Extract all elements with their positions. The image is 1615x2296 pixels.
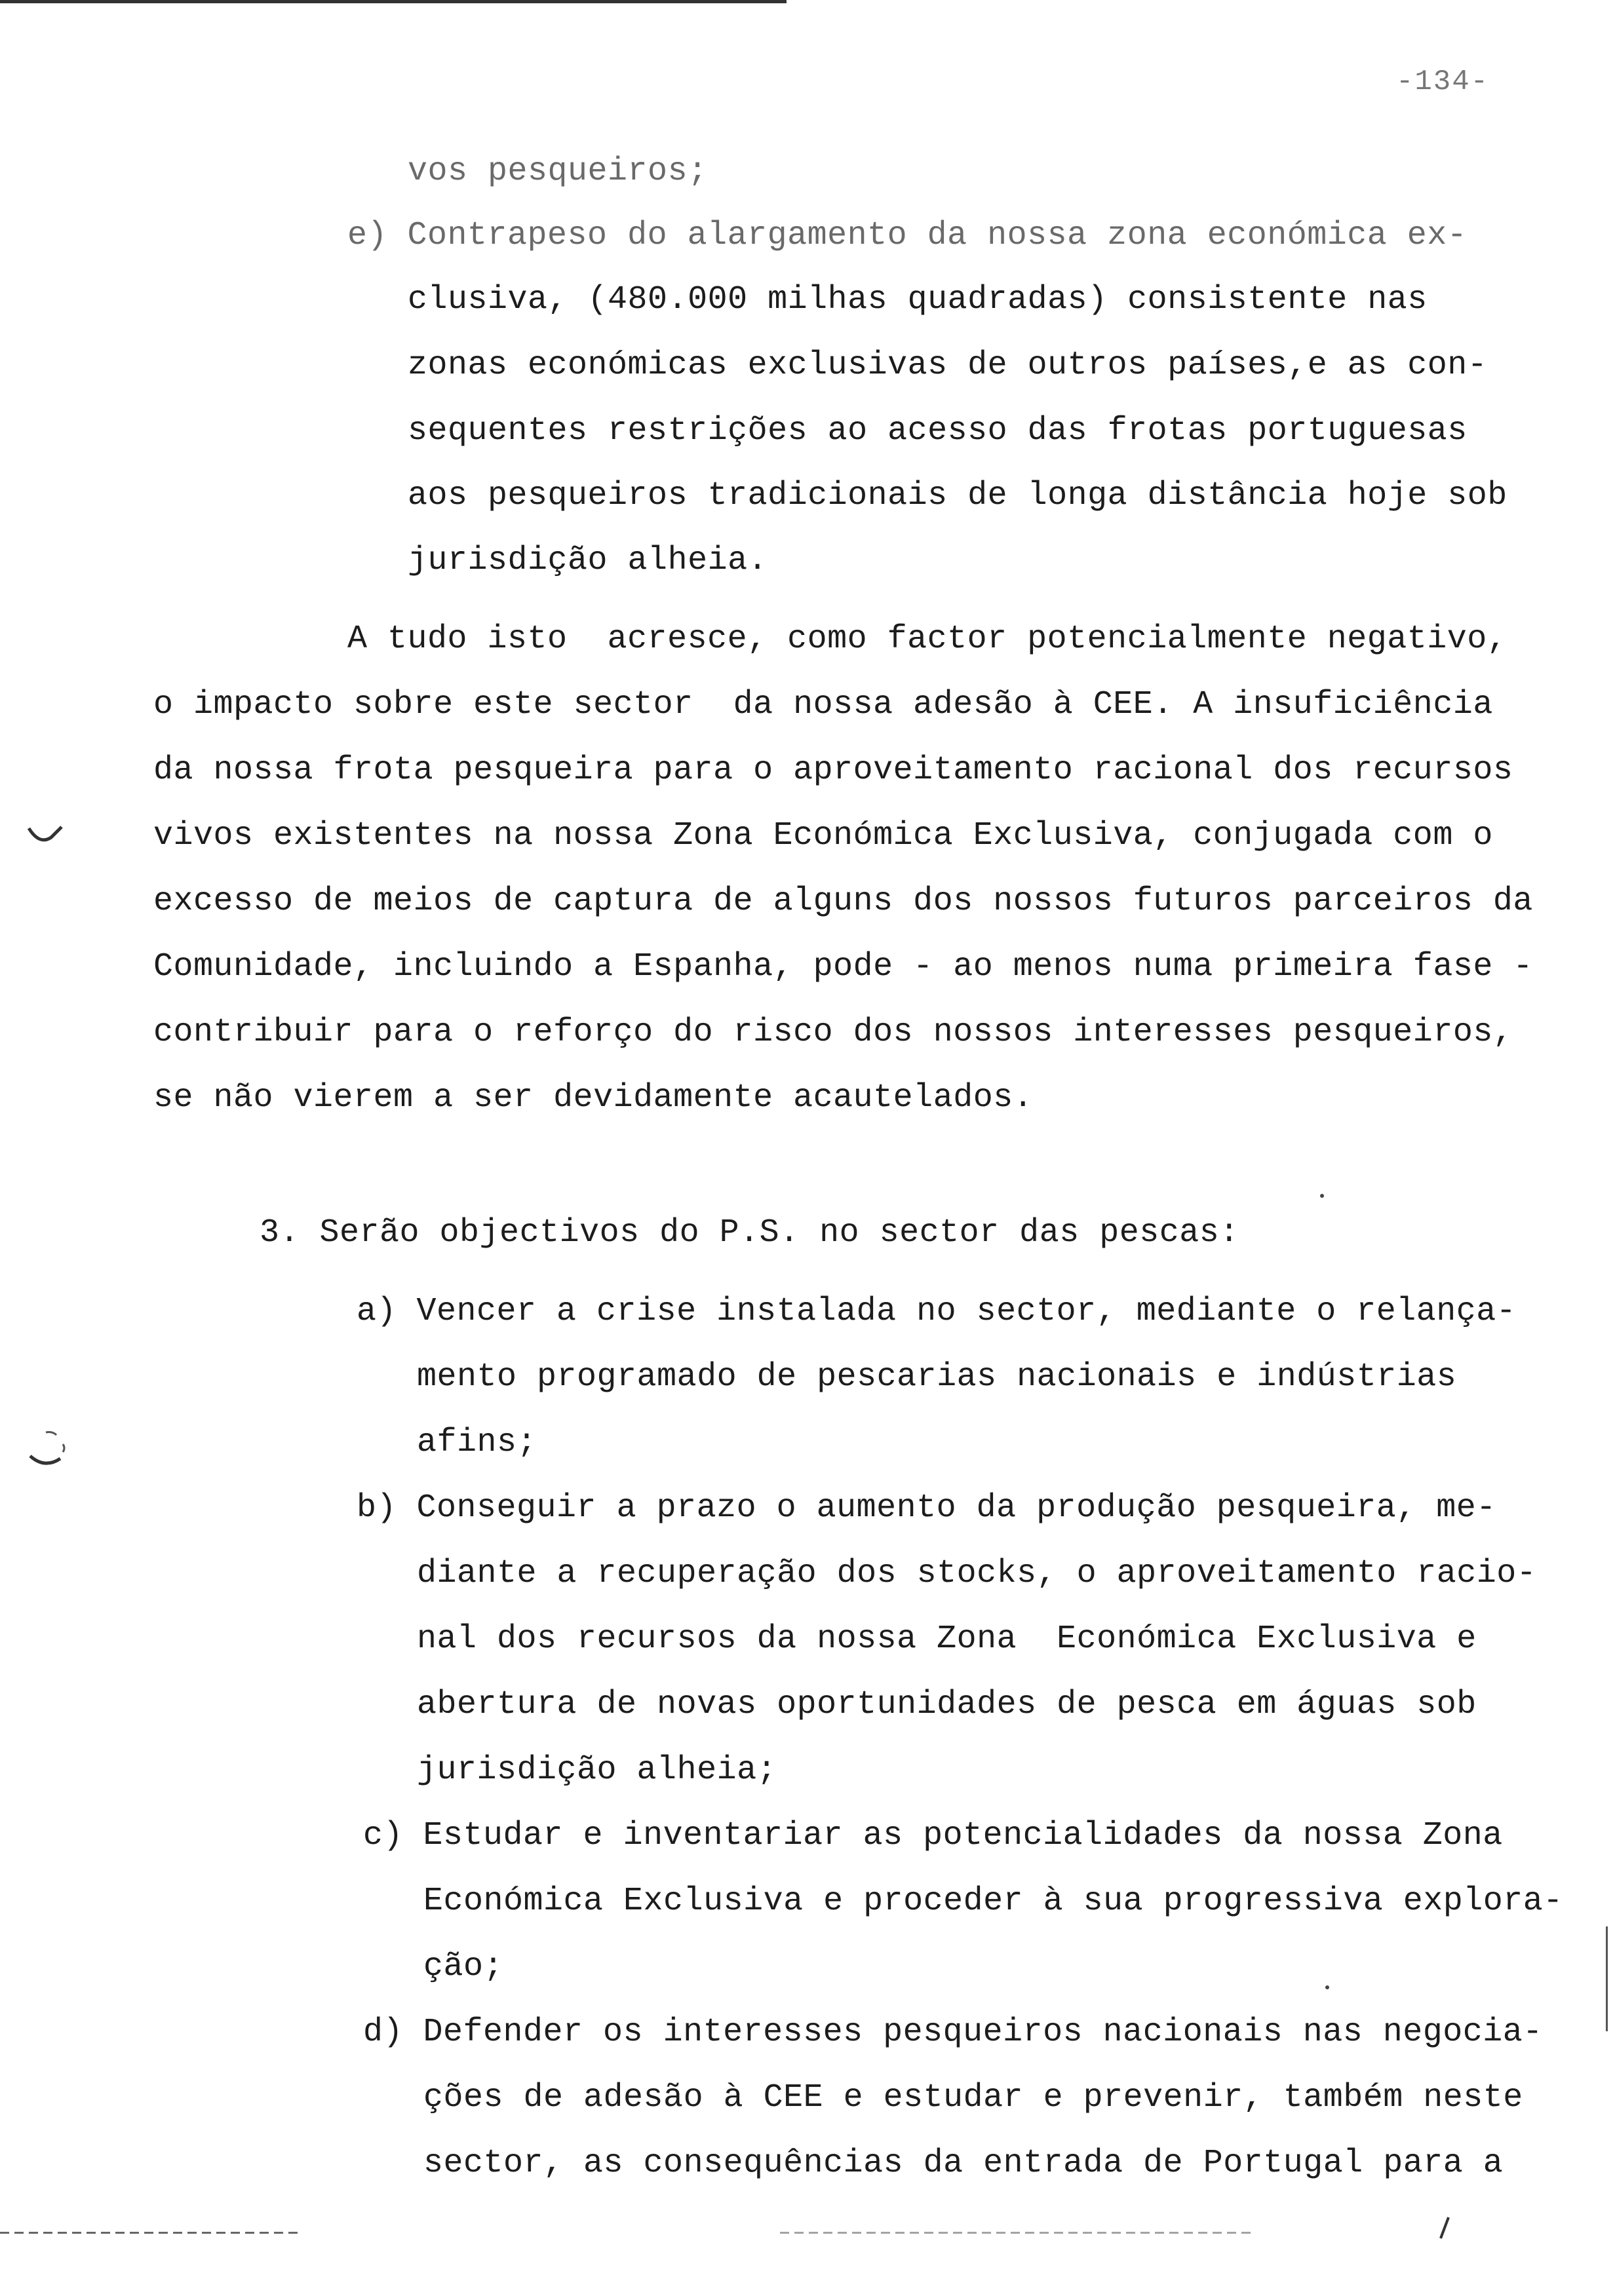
margin-mark-check-icon: [26, 823, 66, 849]
page-number: -134-: [1396, 66, 1490, 98]
item-e-line-3: zonas económicas exclusivas de outros países,e as con-: [408, 347, 1488, 384]
paragraph-line-1: A tudo isto acresce, como factor potencialmente negativo,: [347, 621, 1508, 658]
paragraph-line-5: excesso de meios de captura de alguns dos nossos futuros parceiros da: [153, 883, 1533, 920]
item-a-line-1: a) Vencer a crise instalada no sector, mediante o relança-: [357, 1293, 1517, 1330]
scan-speck: [1320, 1194, 1324, 1198]
item-e-line-5: aos pesqueiros tradicionais de longa distância hoje sob: [408, 477, 1508, 514]
top-rule: [0, 0, 787, 3]
scan-edge-line: [1606, 1926, 1608, 2031]
paragraph-line-8: se não vierem a ser devidamente acautelados.: [153, 1079, 1034, 1117]
item-b-line-1: b) Conseguir a prazo o aumento da produção pesqueira, me-: [357, 1489, 1496, 1527]
paragraph-line-6: Comunidade, incluindo a Espanha, pode - ao menos numa primeira fase -: [153, 948, 1533, 985]
item-e-line-2: clusiva, (480.000 milhas quadradas) consistente nas: [408, 281, 1428, 318]
item-c-line-2: Económica Exclusiva e proceder à sua progressiva explora-: [423, 1883, 1563, 1920]
item-c-line-3: ção;: [423, 1948, 504, 1985]
item-b-line-4: abertura de novas oportunidades de pesca em águas sob: [417, 1686, 1477, 1723]
item-a-line-3: afins;: [417, 1424, 537, 1461]
item-e-line-4: sequentes restrições ao acesso das frotas portuguesas: [408, 412, 1468, 450]
scan-speck: [1325, 1985, 1329, 1989]
item-b-line-5: jurisdição alheia;: [417, 1751, 777, 1789]
item-b-line-2: diante a recuperação dos stocks, o aproveitamento racio-: [417, 1555, 1537, 1592]
item-e-carryover: vos pesqueiros;: [408, 153, 708, 190]
item-e-line-6: jurisdição alheia.: [408, 542, 768, 579]
bottom-scan-line: [0, 2232, 302, 2234]
paragraph-line-2: o impacto sobre este sector da nossa adesão à CEE. A insuficiência: [153, 686, 1493, 723]
bottom-scan-line: [780, 2232, 1252, 2234]
paragraph-line-4: vivos existentes na nossa Zona Económica Exclusiva, conjugada com o: [153, 817, 1493, 854]
item-e-line-1: e) Contrapeso do alargamento da nossa zona económica ex-: [347, 217, 1468, 254]
item-d-line-3: sector, as consequências da entrada de Portugal para a: [423, 2145, 1504, 2182]
item-b-line-3: nal dos recursos da nossa Zona Económica Exclusiva e: [417, 1620, 1477, 1658]
item-d-line-2: ções de adesão à CEE e estudar e prevenir, também neste: [423, 2079, 1523, 2116]
item-c-line-1: c) Estudar e inventariar as potencialidades da nossa Zona: [363, 1817, 1503, 1854]
item-d-line-1: d) Defender os interesses pesqueiros nacionais nas negocia-: [363, 2014, 1543, 2051]
item-a-line-2: mento programado de pescarias nacionais e indústrias: [417, 1358, 1457, 1396]
section-3-heading: 3. Serão objectivos do P.S. no sector das pescas:: [260, 1214, 1239, 1252]
paragraph-line-7: contribuir para o reforço do risco dos nossos interesses pesqueiros,: [153, 1014, 1513, 1051]
paragraph-line-3: da nossa frota pesqueira para o aproveitamento racional dos recursos: [153, 752, 1513, 789]
stray-stroke-icon: [1435, 2215, 1455, 2241]
punch-hole-mark-icon: [26, 1428, 72, 1468]
